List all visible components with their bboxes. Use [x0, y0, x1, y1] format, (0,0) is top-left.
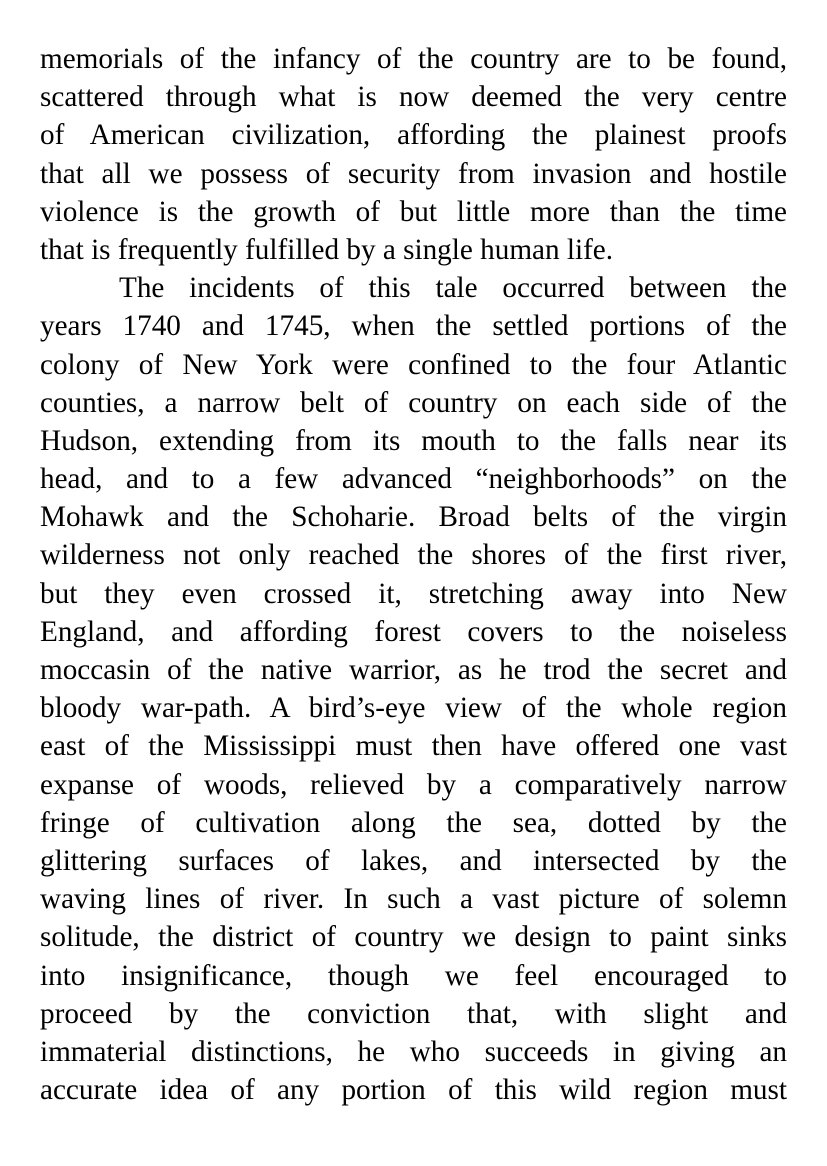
text-line: solitude, the district of country we design to paint sinks [40, 921, 787, 954]
text-line: Mohawk and the Schoharie. Broad belts of the virgin [40, 501, 787, 534]
text-line: England, and affording forest covers to the noiseless [40, 615, 787, 648]
text-line: Hudson, extending from its mouth to the falls near its [40, 424, 787, 457]
text-line: bloody war-path. A bird’s-eye view of the whole region [40, 692, 787, 725]
text-line: scattered through what is now deemed the very centre [40, 81, 787, 114]
text-line: moccasin of the native warrior, as he trod the secret and [40, 654, 787, 686]
text-line: colony of New York were confined to the four Atlantic [40, 348, 787, 381]
text-line: fringe of cultivation along the sea, dotted by the [40, 806, 787, 839]
text-line: violence is the growth of but little more than the time [40, 195, 787, 228]
text-line: expanse of woods, relieved by a comparatively narrow [40, 768, 787, 801]
text-line: immaterial distinctions, he who succeeds in giving an [40, 1035, 787, 1068]
body-text [40, 40, 787, 1109]
text-line: but they even crossed it, stretching away into New [40, 577, 787, 610]
text-line: counties, a narrow belt of country on each side of the [40, 386, 787, 419]
text-line: head, and to a few advanced “neighborhoods” on the [40, 463, 787, 496]
text-line: waving lines of river. In such a vast picture of solemn [40, 883, 787, 916]
text-line: of American civilization, affording the plainest proofs [40, 119, 787, 152]
text-line: glittering surfaces of lakes, and intersected by the [40, 844, 787, 877]
text-line: years 1740 and 1745, when the settled portions of the [40, 310, 787, 343]
text-line: that is frequently fulfilled by a single human life. [40, 233, 614, 266]
text-line: into insignificance, though we feel encouraged to [40, 959, 787, 992]
text-line: proceed by the conviction that, with slight and [40, 997, 787, 1030]
text-line: that all we possess of security from invasion and hostile [40, 157, 787, 190]
text-line: accurate idea of any portion of this wild region must [40, 1074, 787, 1107]
text-line: east of the Mississippi must then have offered one vast [40, 730, 787, 763]
text-line: wilderness not only reached the shores of the first river, [40, 539, 787, 572]
text-line: memorials of the infancy of the country are to be found, [40, 43, 787, 75]
paragraph-first-line: The incidents of this tale occurred between the [119, 272, 787, 305]
